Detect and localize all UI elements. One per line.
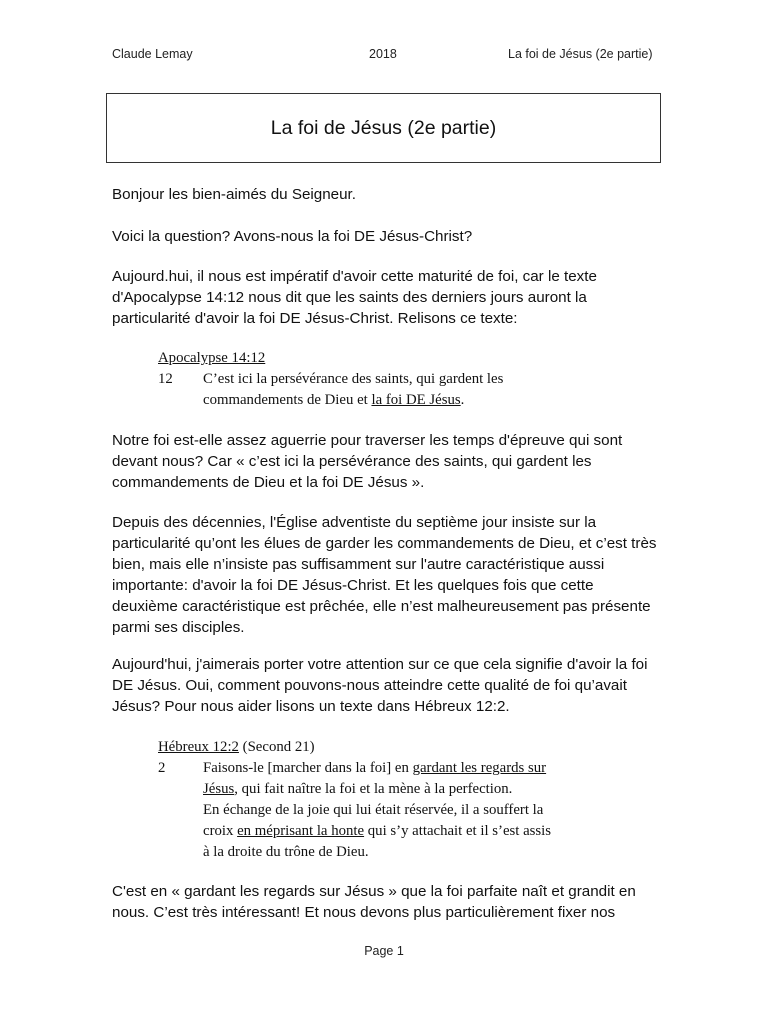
text-line: devant nous? Car « c’est ici la persévérance des saints, qui gardent les [112, 453, 592, 470]
header-author: Claude Lemay [112, 47, 193, 61]
quote2-line [203, 779, 512, 800]
quote2-text: Faisons-le [marcher dans la foi] en [203, 760, 413, 776]
text-line: Depuis des décennies, l'Église adventiste du septième jour insiste sur la [112, 514, 597, 531]
text-line: parmi ses disciples. [112, 619, 245, 636]
quote2-text: , qui fait naître la foi et la mène à la perfection. [234, 781, 513, 797]
page-number: Page 1 [364, 944, 404, 958]
quote2-line [203, 821, 551, 842]
text-line: Jésus? Pour nous aider lisons un texte dans Hébreux 12:2. [112, 698, 510, 715]
paragraph-conclusion [112, 881, 672, 923]
quote2-reference: Hébreux 12:2 [158, 739, 239, 755]
quote2-line: à la droite du trône de Dieu. [203, 844, 369, 860]
quote1-line: C’est ici la persévérance des saints, qui gardent les [203, 371, 504, 387]
text-line: Aujourd'hui, j'aimerais porter votre attention sur ce que cela signifie d'avoir la foi [112, 656, 648, 673]
quote1-line [203, 390, 464, 411]
quote1-text: commandements de Dieu et [203, 392, 372, 408]
paragraph-greeting: Bonjour les bien-aimés du Seigneur. [112, 186, 356, 203]
text-line: DE Jésus. Oui, comment pouvons-nous atteindre cette qualité de foi qu’avait [112, 677, 627, 694]
quote2-text: croix [203, 823, 238, 839]
quote2-underlined-text: gardant les regards sur [412, 760, 547, 776]
text-line: C'est en « gardant les regards sur Jésus » que la foi parfaite naît et grandit en [112, 883, 636, 900]
text-line: commandements de Dieu et la foi DE Jésus ». [112, 474, 425, 491]
text-line: particularité d'avoir la foi DE Jésus-Christ. Relisons ce texte: [112, 310, 518, 327]
page-title: La foi de Jésus (2e partie) [270, 117, 497, 139]
paragraph-faith-question [112, 430, 672, 493]
paragraph-church [112, 512, 672, 638]
text-line: deuxième caractéristique est prêchée, elle n’est malheureusement pas présente [112, 598, 651, 615]
quote2-line: En échange de la joie qui lui était réservée, il a souffert la [203, 802, 544, 818]
quote1-reference: Apocalypse 14:12 [158, 350, 266, 366]
quote2-text: qui s’y attachait et il s’est assis [364, 823, 552, 839]
quote2-reference-line [158, 737, 315, 758]
title-box [106, 93, 661, 163]
text-line: Aujourd.hui, il nous est impératif d'avoir cette maturité de foi, car le texte [112, 268, 597, 285]
text-line: Notre foi est-elle assez aguerrie pour traverser les temps d'épreuve qui sont [112, 432, 623, 449]
paragraph-today [112, 654, 672, 717]
text-line: nous. C’est très intéressant! Et nous devons plus particulièrement fixer nos [112, 904, 616, 921]
header-title: La foi de Jésus (2e partie) [508, 47, 653, 61]
quote2-verse-number: 2 [158, 760, 166, 776]
paragraph-question: Voici la question? Avons-nous la foi DE Jésus-Christ? [112, 228, 473, 245]
text-line: importante: d'avoir la foi DE Jésus-Christ. Et les quelques fois que cette [112, 577, 594, 594]
text-line: particularité qu’ont les élues de garder les commandements de Dieu, et c’est très [112, 535, 657, 552]
quote1-underlined-text: la foi DE Jésus [371, 392, 461, 408]
quote2-underlined-text: en méprisant la honte [237, 823, 365, 839]
quote1-text: . [460, 392, 465, 408]
quote2-underlined-text: Jésus [203, 781, 235, 797]
header-year: 2018 [369, 47, 397, 61]
paragraph-intro [112, 266, 672, 329]
text-line: d'Apocalypse 14:12 nous dit que les saints des derniers jours auront la [112, 289, 587, 306]
quote2-version: (Second 21) [238, 739, 315, 755]
quote2-line [203, 758, 546, 779]
text-line: bien, mais elle n’insiste pas suffisamment sur l'autre caractéristique aussi [112, 556, 605, 573]
quote1-verse-number: 12 [158, 371, 173, 387]
